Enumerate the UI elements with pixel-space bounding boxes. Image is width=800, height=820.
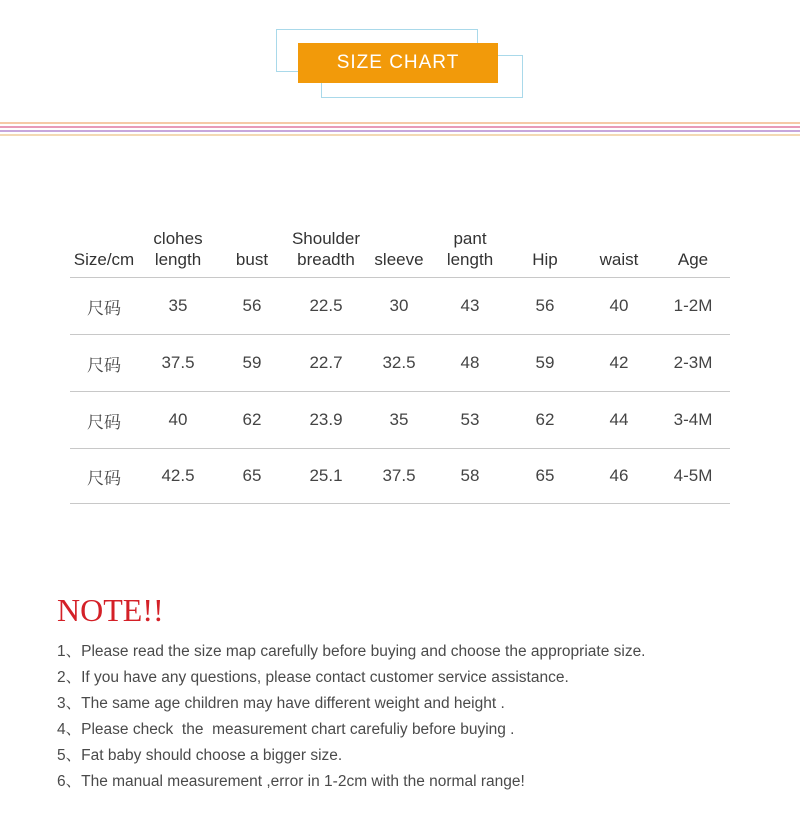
table-cell: 44 xyxy=(582,392,656,449)
table-cell: 32.5 xyxy=(366,335,432,392)
column-header-bust: bust xyxy=(218,218,286,278)
table-cell: 35 xyxy=(138,278,218,335)
table-cell: 65 xyxy=(508,449,582,504)
column-header-waist: waist xyxy=(582,218,656,278)
table-cell: 尺码 xyxy=(70,449,138,504)
table-cell: 尺码 xyxy=(70,392,138,449)
column-header-age: Age xyxy=(656,218,730,278)
table-row xyxy=(70,278,730,335)
decorative-stripe xyxy=(0,130,800,132)
table-cell: 48 xyxy=(432,335,508,392)
table-cell: 56 xyxy=(218,278,286,335)
table-cell: 25.1 xyxy=(286,449,366,504)
table-cell: 58 xyxy=(432,449,508,504)
note-item: 3、The same age children may have different weight and height . xyxy=(57,695,505,712)
table-cell: 30 xyxy=(366,278,432,335)
table-row xyxy=(70,392,730,449)
table-cell: 53 xyxy=(432,392,508,449)
table-cell: 3-4M xyxy=(656,392,730,449)
table-cell: 42.5 xyxy=(138,449,218,504)
table-cell: 尺码 xyxy=(70,335,138,392)
note-item: 1、Please read the size map carefully before buying and choose the appropriate size. xyxy=(57,643,646,660)
note-item: 5、Fat baby should choose a bigger size. xyxy=(57,747,343,764)
table-cell: 23.9 xyxy=(286,392,366,449)
table-cell: 65 xyxy=(218,449,286,504)
table-row xyxy=(70,335,730,392)
note-item: 4、Please check the measurement chart carefuliy before buying . xyxy=(57,721,515,738)
table-cell: 40 xyxy=(138,392,218,449)
table-cell: 42 xyxy=(582,335,656,392)
table-cell: 43 xyxy=(432,278,508,335)
decorative-stripe xyxy=(0,122,800,124)
header-banner xyxy=(0,0,800,140)
table-cell: 尺码 xyxy=(70,278,138,335)
table-cell: 59 xyxy=(508,335,582,392)
table-cell: 4-5M xyxy=(656,449,730,504)
size-chart-title: SIZE CHART xyxy=(298,43,498,83)
column-header-sleeve: sleeve xyxy=(366,218,432,278)
column-header-size: Size/cm xyxy=(70,218,138,278)
table-cell: 22.5 xyxy=(286,278,366,335)
table-cell: 40 xyxy=(582,278,656,335)
note-item: 2、If you have any questions, please contact customer service assistance. xyxy=(57,669,569,686)
table-cell: 62 xyxy=(218,392,286,449)
table-cell: 62 xyxy=(508,392,582,449)
table-cell: 46 xyxy=(582,449,656,504)
note-title: NOTE!! xyxy=(57,592,164,628)
table-row xyxy=(70,449,730,504)
column-header-hip: Hip xyxy=(508,218,582,278)
table-cell: 37.5 xyxy=(366,449,432,504)
table-cell: 1-2M xyxy=(656,278,730,335)
table-header-row xyxy=(70,218,730,278)
table-cell: 37.5 xyxy=(138,335,218,392)
column-header-pant-length: pant length xyxy=(432,218,508,278)
table-cell: 35 xyxy=(366,392,432,449)
table-cell: 2-3M xyxy=(656,335,730,392)
decorative-stripe xyxy=(0,134,800,136)
table-cell: 56 xyxy=(508,278,582,335)
column-header-shoulder-breadth: Shoulder breadth xyxy=(286,218,366,278)
decorative-stripe xyxy=(0,126,800,128)
size-table xyxy=(70,218,730,504)
table-cell: 22.7 xyxy=(286,335,366,392)
column-header-clothes-length: clohes length xyxy=(138,218,218,278)
note-item: 6、The manual measurement ,error in 1-2cm with the normal range! xyxy=(57,773,525,790)
notes-list xyxy=(57,641,646,797)
table-cell: 59 xyxy=(218,335,286,392)
